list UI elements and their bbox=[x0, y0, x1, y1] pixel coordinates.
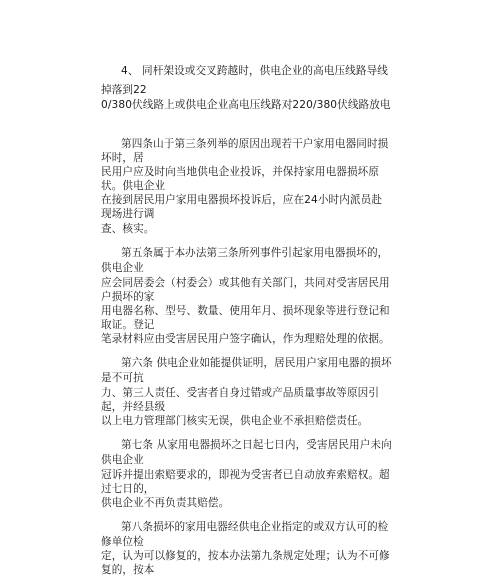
text-line: 4、 同杆架设或交叉跨越时，供电企业的高电压线路导线 bbox=[121, 65, 388, 77]
text-line: 冠诉并提出索赔要求的，即视为受害者已自动放弃索赔权。超 bbox=[101, 469, 390, 481]
text-line: 第八条损坏的家用电器经供电企业指定的或双方认可的检 bbox=[121, 521, 389, 533]
text-line: 第六条 供电企业如能提供证明，居民用户家用电器的损坏 bbox=[121, 357, 392, 369]
text-line: 供电企业 bbox=[101, 262, 144, 274]
text-line: 修单位检 bbox=[101, 536, 144, 548]
text-line: 第七条 从家用电器损坏之日起七日内，受害居民用户未向 bbox=[121, 439, 392, 451]
text-line: 0/380伏线路上或供电企业高电压线路对220/380伏线路放电 bbox=[101, 99, 391, 111]
text-line: 应会同居委会（村委会）或其他有关部门，共同对受害居民用 bbox=[101, 277, 390, 289]
text-line: 以上电力管理部门核实无误，供电企业不承担赔偿责任。 bbox=[101, 415, 369, 427]
text-line: 定，认为可以修复的，按本办法第九条规定处理；认为不可修 bbox=[101, 550, 390, 562]
text-line: 第四条山于第三条列举的原因出现若干户家用电器同时损 bbox=[121, 138, 389, 150]
text-line: 复的，按本 bbox=[101, 564, 155, 576]
text-line: 坏时，居 bbox=[101, 152, 144, 164]
text-line: 取证。登记 bbox=[101, 319, 155, 331]
text-line: 第五条属于本办法第三条所列事件引起家用电器损坏的， bbox=[121, 247, 389, 259]
text-line: 过七日的， bbox=[101, 483, 155, 495]
text-line: 状。供电企业 bbox=[101, 180, 166, 192]
text-line: 力、第三人责任、受害者自身过错或产品质量事故等原因引 bbox=[101, 387, 380, 399]
text-line: 在接到居民用户家用电器损坏投诉后，应在24小时内派员赴 bbox=[101, 194, 383, 206]
text-line: 现场进行调 bbox=[101, 208, 155, 220]
text-line: 户损坏的家 bbox=[101, 291, 155, 303]
text-line: 用电器名称、型号、数量、使用年月、损坏现象等进行登记和 bbox=[101, 305, 390, 317]
text-line: 民用户应及时向当地供电企业投诉，并保持家用电器损坏原 bbox=[101, 166, 380, 178]
text-line: 查、核实。 bbox=[101, 223, 155, 235]
text-line: 是不可抗 bbox=[101, 372, 144, 384]
text-line: 起，并经县级 bbox=[101, 401, 166, 413]
text-line: 笔录材料应由受害居民用户签字确认，作为理赔处理的依据。 bbox=[101, 333, 390, 345]
text-line: 供电企业不再负责其赔偿。 bbox=[101, 497, 230, 509]
text-line: 掉落到22 bbox=[101, 84, 147, 96]
text-line: 供电企业 bbox=[101, 454, 144, 466]
